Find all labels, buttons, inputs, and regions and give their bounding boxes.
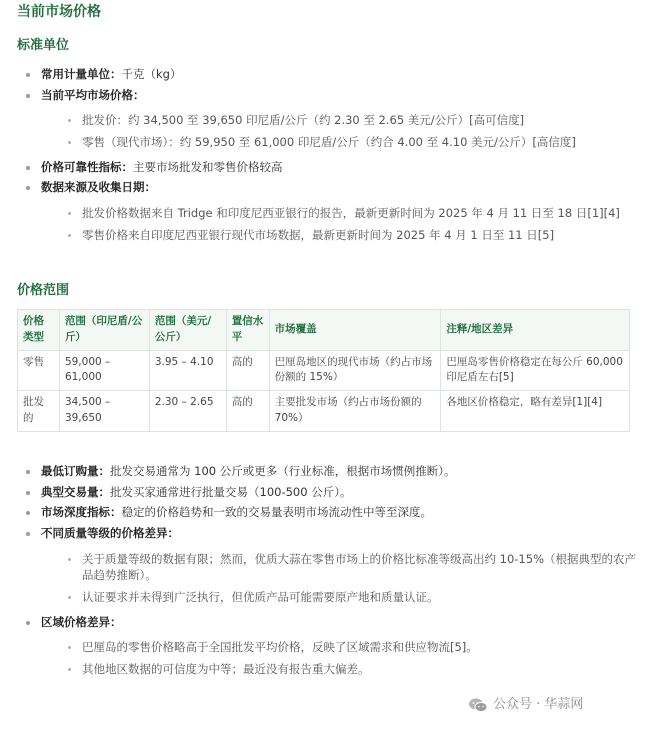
table-row	[18, 391, 630, 432]
table-cell: 主要批发市场（约占市场份额的 70%）	[269, 391, 441, 432]
table-row	[18, 350, 630, 391]
table-cell: 34,500 – 39,650	[59, 391, 149, 432]
list-item	[24, 463, 647, 480]
list-item	[24, 159, 620, 176]
price-range-table	[17, 309, 630, 432]
list-item: 其他地区数据的可信度为中等；最近没有报告重大偏差。	[67, 661, 647, 678]
list-item: 巴厘岛的零售价格略高于全国批发平均价格，反映了区域需求和供应物流[5]。	[67, 639, 647, 656]
moq-label: 最低订购量：	[41, 464, 110, 478]
table-cell: 2.30 – 2.65	[149, 391, 226, 432]
regional-diff-label: 区域价格差异：	[41, 614, 122, 629]
list-item: 零售（现代市场）：约 59,950 至 61,000 印尼盾/公斤（约合 4.00 至 4.10 美元/公斤）[高信度]	[67, 134, 620, 151]
market-depth-value: 稳定的价格趋势和一致的交易量表明市场流动性中等至深度。	[121, 505, 432, 520]
list-item	[24, 179, 620, 243]
regional-sublist	[67, 639, 647, 677]
reliability-label: 价格可靠性指标：	[41, 159, 133, 174]
table-cell: 3.95 – 4.10	[149, 350, 226, 391]
column-header: 范围（美元/公斤）	[149, 310, 226, 351]
details-list	[24, 463, 647, 686]
table-cell: 高的	[226, 350, 269, 391]
table-cell: 各地区价格稳定，略有差异[1][4]	[441, 391, 630, 432]
moq-value: 批发交易通常为 100 公斤或更多（行业标准，根据市场惯例推断）。	[110, 464, 456, 478]
reliability-value: 主要市场批发和零售价格较高	[133, 159, 283, 174]
column-header: 市场覆盖	[269, 310, 441, 351]
list-item	[24, 614, 647, 678]
column-header: 范围（印尼盾/公斤）	[59, 310, 149, 351]
avg-price-sublist	[67, 112, 620, 150]
list-item: 认证要求并未得到广泛执行，但优质产品可能需要原产地和质量认证。	[67, 589, 647, 606]
table-cell: 零售	[18, 350, 60, 391]
list-item: 零售价格来自印度尼西亚银行现代市场数据，最新更新时间为 2025 年 4 月 1 日至 11 日[5]	[67, 227, 620, 244]
page-title: 当前市场价格	[17, 4, 101, 20]
standard-unit-heading: 标准单位	[17, 38, 70, 53]
watermark	[468, 696, 583, 715]
typical-volume-value: 批发买家通常进行批量交易（100-500 公斤）。	[110, 484, 352, 499]
price-range-heading: 价格范围	[17, 283, 70, 298]
table-cell: 批发的	[18, 391, 60, 432]
list-item: 批发价：约 34,500 至 39,650 印尼盾/公斤（约 2.30 至 2.65 美元/公斤）[高可信度]	[67, 112, 620, 129]
unit-value: 千克（kg）	[121, 67, 182, 81]
table-cell: 59,000 – 61,000	[59, 350, 149, 391]
quality-sublist	[67, 551, 647, 606]
avg-price-label: 当前平均市场价格：	[41, 87, 145, 102]
unit-list	[24, 66, 620, 251]
source-label: 数据来源及收集日期：	[41, 180, 156, 195]
quality-diff-label: 不同质量等级的价格差异：	[41, 526, 179, 541]
list-item: 批发价格数据来自 Tridge 和印度尼西亚银行的报告，最新更新时间为 2025 年 4 月 11 日至 18 日[1][4]	[67, 205, 620, 222]
watermark-text: 公众号 · 华蒜网	[493, 697, 584, 712]
source-sublist	[67, 205, 620, 243]
column-header: 注释/地区差异	[441, 310, 630, 351]
list-item	[24, 484, 647, 501]
list-item	[24, 87, 620, 151]
list-item	[24, 66, 620, 83]
column-header: 置信水平	[226, 310, 269, 351]
unit-label: 常用计量单位：	[41, 67, 122, 81]
list-item	[24, 504, 647, 521]
wechat-icon	[468, 697, 488, 713]
column-header: 价格类型	[18, 310, 60, 351]
list-item	[24, 525, 647, 606]
market-depth-label: 市场深度指标：	[41, 505, 122, 520]
list-item: 关于质量等级的数据有限；然而，优质大蒜在零售市场上的价格比标准等级高出约 10-15%（根据典型的农产品趋势推断）。	[67, 551, 647, 584]
table-cell: 巴厘岛零售价格稳定在每公斤 60,000 印尼盾左右[5]	[441, 350, 630, 391]
typical-volume-label: 典型交易量：	[41, 484, 110, 499]
table-header-row	[18, 310, 630, 351]
table-cell: 高的	[226, 391, 269, 432]
table-cell: 巴厘岛地区的现代市场（约占市场份额的 15%）	[269, 350, 441, 391]
